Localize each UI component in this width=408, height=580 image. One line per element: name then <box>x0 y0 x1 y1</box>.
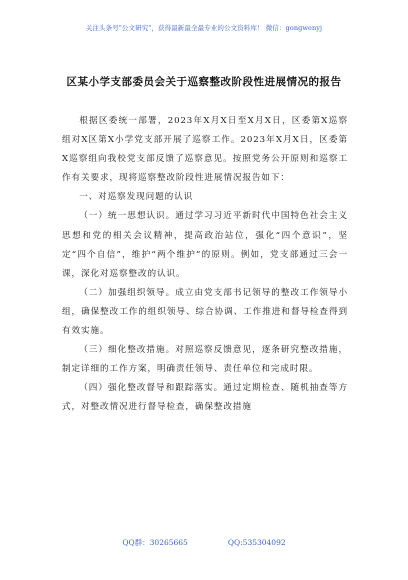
document-title: 区某小学支部委员会关于巡察整改阶段性进展情况的报告 <box>66 76 342 88</box>
qq-number-text[interactable]: QQ:535304092 <box>227 538 286 547</box>
body-paragraph: （二）加强组织领导。成立由党支部书记领导的整改工作领导小组，确保整改工作的组织领导、综合协调、工作推进和督导检查得到有效实施。 <box>62 287 348 337</box>
intro-paragraph: 根据区委统一部署，2023年X月X日至X月X日，区委第X巡察组对X区第X小学党支部开展了巡察工作。2023年X月X日，区委第X巡察组向我校党支部反馈了巡察意见。按照党务公开原则和巡察工作有关要求，现将巡察整改阶段性进展情况报告如下： <box>62 116 348 184</box>
body-paragraph: （四）强化整改督导和跟踪落实。通过定期检查、随机抽查等方式，对整改情况进行督导检查，确保整改措施 <box>62 383 348 413</box>
contact-footer <box>0 537 408 548</box>
body-paragraph: （三）细化整改措施。对照巡察反馈意见，逐条研究整改措施，制定详细的工作方案，明确责任领导、责任单位和完成时限。 <box>62 345 348 375</box>
section-heading: 一、对巡察发现问题的认识 <box>79 192 194 203</box>
document-body <box>62 112 348 418</box>
promo-banner[interactable]: 关注头条号"公文研究"，获得最新最全最专业的公文资料库！ 微信：gongwenyj <box>85 24 323 32</box>
qq-group-text[interactable]: QQ群：30265665 <box>122 538 188 547</box>
body-paragraph: （一）统一思想认识。通过学习习近平新时代中国特色社会主义思想和党的相关会议精神，提高政治站位，强化“四个意识”，坚定“四个自信”，维护“两个维护”的原则。例如，党支部通过三会一课，深化对巡察整改的认识。 <box>62 211 348 279</box>
